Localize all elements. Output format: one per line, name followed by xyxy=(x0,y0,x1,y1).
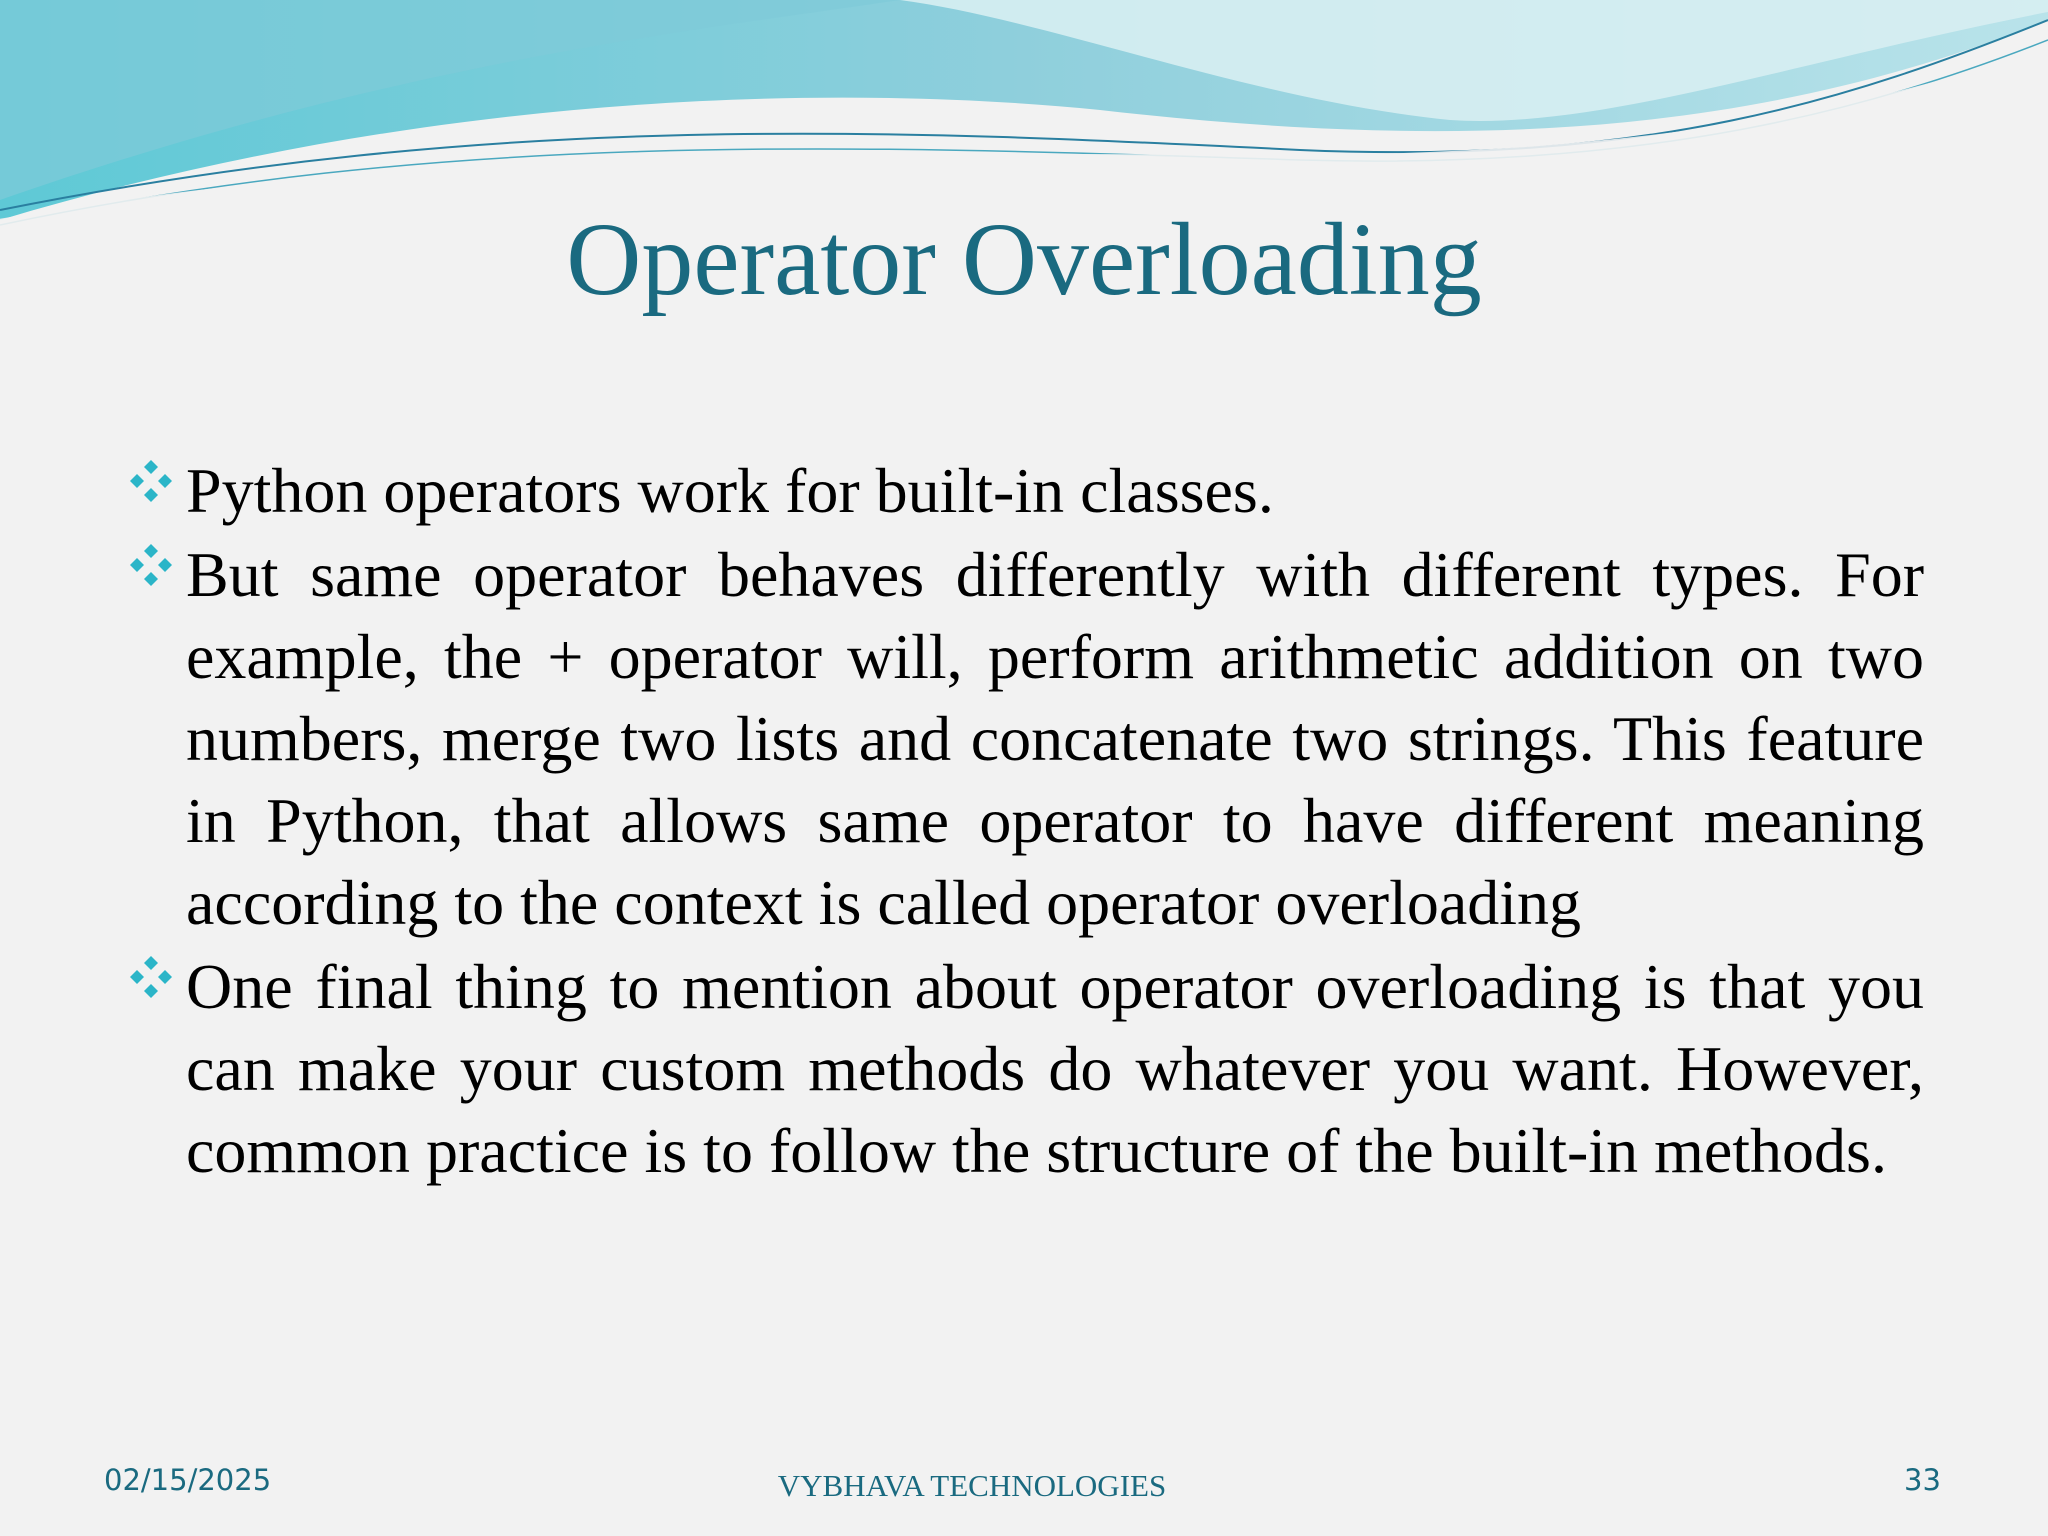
slide-title: Operator Overloading xyxy=(566,202,1482,317)
bullet-item xyxy=(128,946,1924,1192)
bullet-list xyxy=(128,450,1924,1194)
footer-date: 02/15/2025 xyxy=(104,1463,272,1497)
bullet-text: One final thing to mention about operator overloading is that you can make your custom methods do whatever you want. However, common practice is to follow the structure of the built-in methods. xyxy=(186,951,1924,1186)
page-number: 33 xyxy=(1904,1463,1941,1497)
bullet-text: Python operators work for built-in classes. xyxy=(186,455,1274,526)
bullet-text: But same operator behaves differently with different types. For example, the + operator will, perform arithmetic addition on two numbers, merge two lists and concatenate two strings. This feature in Python, that allows same operator to have different meaning according to the context is called operator overloading xyxy=(186,539,1924,938)
diamond-cluster-icon xyxy=(128,954,174,1000)
diamond-cluster-icon xyxy=(128,542,174,588)
bullet-item xyxy=(128,534,1924,944)
bullet-item xyxy=(128,450,1924,532)
footer-organization: VYBHAVA TECHNOLOGIES xyxy=(777,1468,1167,1503)
diamond-cluster-icon xyxy=(128,458,174,504)
